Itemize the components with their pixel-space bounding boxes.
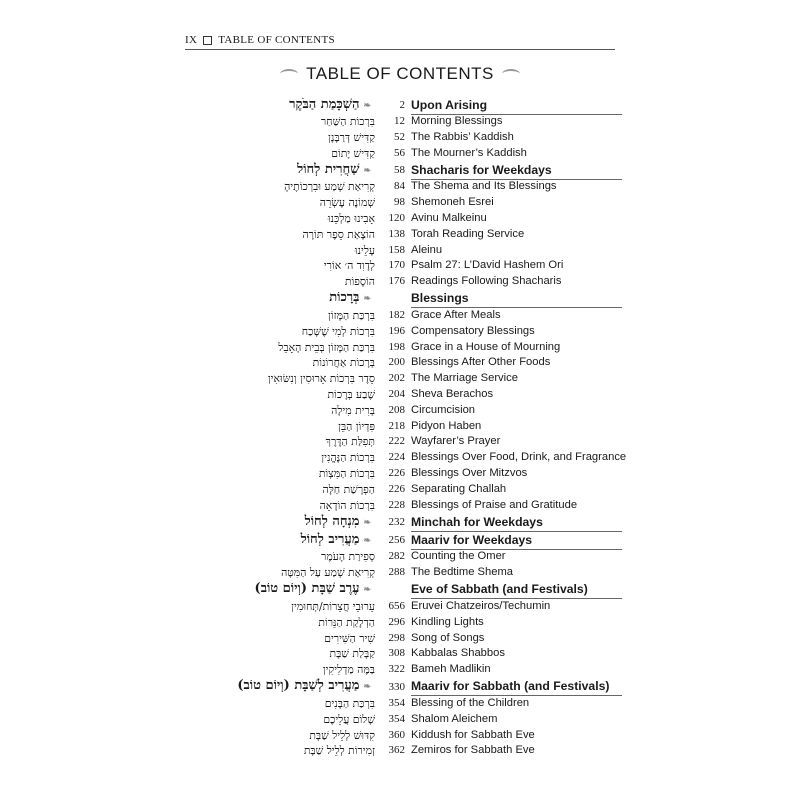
english-title: Blessings of Praise and Gratitude (411, 498, 578, 511)
page-number: 2 (399, 99, 405, 111)
hebrew-title: לְדָוִד ה׳ אוֹרִי (323, 259, 375, 273)
hebrew-title: ❧הַשְׁכָּמַת הַבֹּקֶר (200, 96, 375, 115)
english-title: Pidyon Haben (411, 419, 482, 432)
toc-row[interactable] (200, 387, 630, 403)
toc-row[interactable] (200, 308, 630, 324)
toc-row[interactable] (200, 631, 630, 647)
toc-row[interactable] (200, 195, 630, 211)
english-title: Psalm 27: L’David Hashem Ori (411, 259, 564, 272)
page-number: 232 (388, 516, 405, 529)
hebrew-title: שְׁמוֹנֶה עֶשְׂרֵה (319, 196, 375, 210)
toc-section-row[interactable] (200, 531, 630, 549)
page-number: 200 (388, 356, 405, 369)
toc-row[interactable] (200, 482, 630, 498)
page-number: 120 (388, 211, 405, 224)
toc-row[interactable] (200, 466, 630, 482)
hebrew-title: בִּרְכַּת הַבָּנִים (324, 696, 375, 710)
page-number: 158 (388, 243, 405, 256)
english-title: Blessings Over Mitzvos (411, 466, 528, 479)
english-title: Eruvei Chatzeiros/Techumin (411, 599, 551, 612)
hebrew-title: ❧שַׁחֲרִית לְחוֹל (200, 161, 375, 180)
hebrew-title: בַּמֶּה מַדְלִיקִין (322, 663, 375, 677)
hebrew-title: בִּרְכוֹת הַמִּצְוֹת (318, 466, 375, 480)
hebrew-title: קַדִּישׁ דְּרַבָּנָן (328, 130, 375, 144)
page-number: 176 (388, 275, 405, 288)
english-title: Kindling Lights (411, 615, 484, 628)
page-title-block (230, 64, 570, 84)
hebrew-title: קְרִיאַת שְׁמַע וּבִרְכוֹתֶיהָ (284, 180, 375, 194)
toc-row[interactable] (200, 179, 630, 195)
hebrew-title: עֵרוּבֵי חֲצֵרוֹת/תְּחוּמִין (291, 599, 375, 613)
english-title: Maariv for Weekdays (411, 531, 622, 550)
page-number: 198 (388, 340, 405, 353)
page-number: 56 (394, 146, 405, 159)
toc-list (200, 96, 630, 759)
hebrew-title: הַדְלָקַת הַנֵּרוֹת (318, 615, 375, 629)
english-title: Grace in a House of Mourning (411, 340, 561, 353)
english-title: Separating Challah (411, 482, 507, 495)
page-number: 170 (388, 259, 405, 272)
english-title: Maariv for Sabbath (and Festivals) (411, 677, 622, 696)
english-title: The Marriage Service (411, 372, 518, 385)
page-number: 196 (388, 324, 405, 337)
english-title: Upon Arising (411, 96, 622, 115)
hebrew-title: ❧מִנְחָה לְחוֹל (200, 513, 375, 532)
folio-number: IX (185, 34, 198, 46)
toc-row[interactable] (200, 258, 630, 274)
english-title: Eve of Sabbath (and Festivals) (411, 580, 622, 599)
english-title: Shacharis for Weekdays (411, 161, 622, 180)
leaf-ornament-icon: ❧ (363, 585, 371, 596)
toc-section-row[interactable] (200, 290, 630, 308)
toc-section-row[interactable] (200, 96, 630, 114)
leaf-ornament-icon: ❧ (363, 517, 371, 528)
toc-row[interactable] (200, 419, 630, 435)
english-title: Grace After Meals (411, 308, 501, 321)
page-title: TABLE OF CONTENTS (306, 64, 494, 83)
page-number: 296 (388, 615, 405, 628)
page-number: 288 (388, 566, 405, 579)
toc-section-row[interactable] (200, 678, 630, 696)
hebrew-title: בִּרְכוֹת הַנֶּהֱנִין (321, 451, 375, 465)
english-title: The Bedtime Shema (411, 566, 513, 579)
hebrew-title: שֶׁבַע בְּרָכוֹת (327, 387, 375, 401)
hebrew-title: ❧בְּרָכוֹת (200, 289, 375, 308)
hebrew-title: הוֹסָפוֹת (344, 275, 375, 289)
page-number: 354 (388, 696, 405, 709)
toc-row[interactable] (200, 324, 630, 340)
page-number: 226 (388, 482, 405, 495)
page-number: 202 (388, 372, 405, 385)
square-ornament-icon (203, 36, 212, 45)
hebrew-title: קַבָּלַת שַׁבָּת (329, 647, 375, 661)
hebrew-title: הַפְרָשַׁת חַלָּה (322, 482, 375, 496)
hebrew-title: אָבִינוּ מַלְכֵּנוּ (327, 211, 375, 225)
page-number: 182 (388, 308, 405, 321)
toc-row[interactable] (200, 274, 630, 290)
english-title: Sheva Berachos (411, 387, 494, 400)
page-number: 98 (394, 196, 405, 209)
toc-row[interactable] (200, 599, 630, 615)
english-title: Aleinu (411, 243, 443, 256)
toc-row[interactable] (200, 371, 630, 387)
page-number: 322 (388, 663, 405, 676)
toc-row[interactable] (200, 646, 630, 662)
toc-row[interactable] (200, 130, 630, 146)
hebrew-title: תְּפִלַּת הַדֶּרֶךְ (325, 435, 375, 449)
hebrew-title: בִּרְכַּת הַמָּזוֹן בְּבֵית הָאָבֵל (278, 340, 375, 354)
toc-row[interactable] (200, 340, 630, 356)
hebrew-title: ❧מַעֲרִיב לְחוֹל (200, 531, 375, 550)
toc-row[interactable] (200, 243, 630, 259)
hebrew-title: פִּדְיוֹן הַבֵּן (338, 419, 375, 433)
page-number: 308 (388, 647, 405, 660)
english-title: Shalom Aleichem (411, 712, 498, 725)
english-title: Torah Reading Service (411, 227, 525, 240)
hebrew-title: בִּרְכוֹת הַשַּׁחַר (320, 115, 375, 128)
toc-section-row[interactable] (200, 581, 630, 599)
english-title: Wayfarer’s Prayer (411, 435, 501, 448)
page-number: 222 (388, 435, 405, 448)
toc-row[interactable] (200, 728, 630, 744)
hebrew-title: בִּרְכוֹת הוֹדָאָה (319, 498, 375, 512)
toc-row[interactable] (200, 615, 630, 631)
toc-section-row[interactable] (200, 513, 630, 531)
english-title: The Mourner’s Kaddish (411, 146, 527, 159)
toc-row[interactable] (200, 211, 630, 227)
running-title: TABLE OF CONTENTS (218, 34, 335, 46)
toc-row[interactable] (200, 146, 630, 162)
english-title: The Shema and Its Blessings (411, 180, 557, 193)
toc-row[interactable] (200, 712, 630, 728)
toc-row[interactable] (200, 355, 630, 371)
hebrew-title: בְּרִית מִילָה (331, 403, 375, 417)
page-number: 298 (388, 631, 405, 644)
english-title: Zemiros for Sabbath Eve (411, 744, 535, 757)
hebrew-title: בִּרְכַּת הַמָּזוֹן (328, 308, 375, 322)
page-number: 52 (394, 130, 405, 143)
page-number: 226 (388, 466, 405, 479)
english-title: Bameh Madlikin (411, 663, 491, 676)
english-title: Blessings After Other Foods (411, 356, 551, 369)
leaf-ornament-icon: ❧ (363, 294, 371, 305)
english-title: Minchah for Weekdays (411, 513, 622, 532)
english-title: Blessing of the Children (411, 696, 530, 709)
page-number: 330 (388, 680, 405, 693)
english-title: Kabbalas Shabbos (411, 647, 505, 660)
english-title: Counting the Omer (411, 550, 506, 563)
toc-row[interactable] (200, 743, 630, 759)
page-number: 656 (388, 599, 405, 612)
toc-row[interactable] (200, 450, 630, 466)
page-number: 204 (388, 387, 405, 400)
leaf-ornament-icon: ❧ (363, 100, 371, 111)
page-number: 58 (394, 164, 405, 177)
toc-row[interactable] (200, 403, 630, 419)
toc-section-row[interactable] (200, 161, 630, 179)
hebrew-title: זְמִירוֹת לְלֵיל שַׁבָּת (303, 744, 375, 758)
toc-row[interactable] (200, 565, 630, 581)
leaf-ornament-icon: ❧ (363, 682, 371, 693)
hebrew-title: קַדִּישׁ יָתוֹם (331, 146, 375, 160)
flourish-right-icon (502, 69, 520, 79)
page-number: 12 (394, 115, 405, 127)
english-title: Kiddush for Sabbath Eve (411, 728, 535, 741)
leaf-ornament-icon: ❧ (363, 165, 371, 176)
english-title: Circumcision (411, 403, 476, 416)
hebrew-title: בְּרָכוֹת אַחֲרוֹנוֹת (312, 356, 375, 370)
page-number: 256 (388, 534, 405, 547)
english-title: Morning Blessings (411, 115, 503, 127)
hebrew-title: קְרִיאַת שְׁמַע עַל הַמִּטָּה (281, 566, 375, 580)
running-header (185, 34, 615, 50)
hebrew-title: קִדּוּשׁ לְלֵיל שַׁבָּת (309, 728, 375, 742)
english-title: Blessings Over Food, Drink, and Fragrance (411, 451, 627, 464)
toc-row[interactable] (200, 549, 630, 565)
toc-row[interactable] (200, 696, 630, 712)
english-title: Shemoneh Esrei (411, 196, 494, 209)
page-number: 208 (388, 403, 405, 416)
page-number: 138 (388, 227, 405, 240)
page-number: 218 (388, 419, 405, 432)
hebrew-title: עָלֵינוּ (354, 243, 375, 257)
hebrew-title: ❧עֶרֶב שַׁבָּת (וְיוֹם טוֹב) (200, 580, 375, 599)
leaf-ornament-icon: ❧ (363, 535, 371, 546)
hebrew-title: שִׁיר הַשִּׁירִים (324, 631, 375, 645)
page-number: 224 (388, 451, 405, 464)
page-number: 84 (394, 180, 405, 193)
hebrew-title: הוֹצָאַת סֵפֶר תּוֹרָה (302, 227, 375, 241)
english-title: Blessings (411, 289, 622, 308)
toc-row[interactable] (200, 434, 630, 450)
hebrew-title: סֵדֶר בִּרְכוֹת אֵרוּסִין וְנִשּׂוּאִין (267, 372, 375, 386)
toc-row[interactable] (200, 498, 630, 514)
flourish-left-icon (280, 69, 298, 79)
toc-row[interactable] (200, 227, 630, 243)
toc-row[interactable] (200, 662, 630, 678)
english-title: Compensatory Blessings (411, 324, 535, 337)
english-title: Avinu Malkeinu (411, 211, 487, 224)
page-number: 362 (388, 744, 405, 757)
page-number: 360 (388, 728, 405, 741)
hebrew-title: סְפִירַת הָעֹמֶר (321, 550, 375, 564)
page-number: 354 (388, 712, 405, 725)
page-number: 282 (388, 550, 405, 563)
toc-row[interactable] (200, 114, 630, 130)
english-title: The Rabbis’ Kaddish (411, 130, 514, 143)
english-title: Song of Songs (411, 631, 485, 644)
hebrew-title: בִּרְכוֹת לְמִי שֶׁשָּׁכַח (301, 324, 375, 338)
hebrew-title: ❧מַעֲרִיב לְשַׁבָּת (וְיוֹם טוֹב) (200, 677, 375, 696)
hebrew-title: שָׁלוֹם עֲלֵיכֶם (323, 712, 375, 726)
page-number: 228 (388, 498, 405, 511)
english-title: Readings Following Shacharis (411, 275, 562, 288)
